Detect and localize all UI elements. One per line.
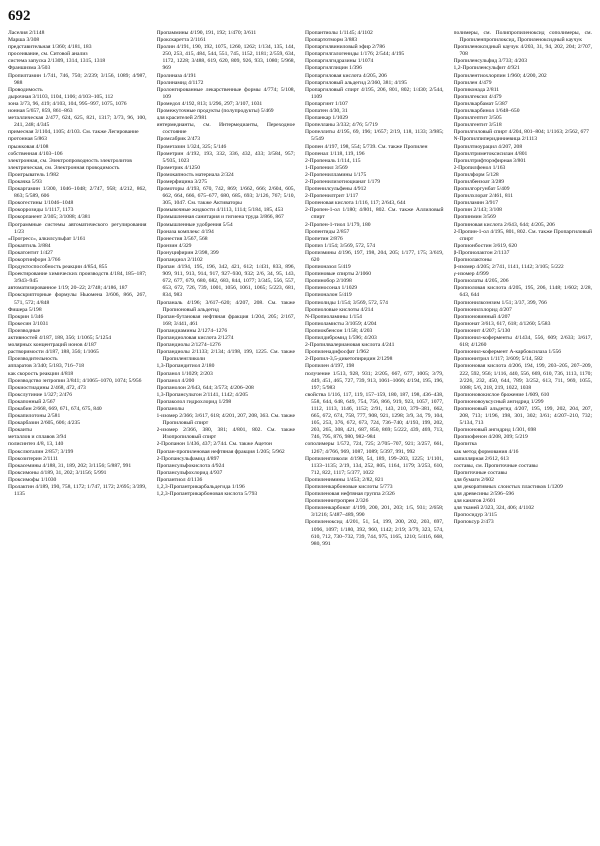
index-entry: Пропинмин 3/569 [453,214,496,221]
index-entry: N-Пропилпиперидиниевица 2/1113 [453,136,538,143]
index-entry: β-изомер 4/205; 2/741, 1141, 1142; 3/105; 5/222 [453,264,564,271]
index-columns [8,30,592,842]
index-entry: Пролонгированные лекарственные формы 4/774; 5/108, 109 [156,86,295,100]
index-entry: Пропиз 1/154; 3/569, 572, 574 [305,242,376,249]
index-entry: для бумаги 2/602 [453,476,494,483]
index-entry: Пропиленнитропрен 2/326 [305,498,369,505]
index-entry: для тканей 2/323, 324, 406; 4/1102 [453,505,534,512]
index-entry: Проназа комплекс 4/194 [156,228,214,235]
index-entry: Пролинамид 4/1172 [156,79,204,86]
index-entry: Пропанолы [156,405,184,412]
index-entry: 1,2-Пропиленсульфит 4/921 [453,65,520,72]
index-entry: Пропоксур 2/473 [453,519,494,526]
index-entry: Пропионовоуксусный ангидрид 1/299 [453,398,544,405]
index-entry: Пропионитрил 1/117; 3/609; 5/14, 582 [453,356,543,363]
index-entry: ионная 5/657, 859, 861–863 [8,108,73,115]
index-entry: Пропионил-кофермент A-карбоксилаза 1/556 [453,349,562,356]
index-entry: Пропан-пропиленовая нефтяная фракция 1/205; 5/962 [156,448,285,455]
index-entry: Промоторы 4/193, 670, 742, 869; 1/662, 666; 2/604, 605, 662, 664, 666, 675–677, 680, 685, 693; 3/126, 767; 5/10, 305, 1047. См. также Активаторы [156,186,295,207]
index-entry: Производство энтропии 3/841; 4/1065–1070, 1074; 5/956 [8,377,142,384]
index-entry: Прокабин 2/668, 669, 671, 674, 675, 840 [8,405,102,412]
index-entry: Пропенал 1/118, 119, 196 [305,150,365,157]
index-entry: Пропилтамин 1/741, 746, 750; 2/239; 3/156, 1089; 4/987, 988 [8,72,147,86]
index-entry: интермедианты, см. Интермедианты, Переходное состояние [156,122,295,136]
index-entry: Промсабрик 2/473 [156,136,201,143]
index-entry: Пропосидур 3/115 [453,512,497,519]
index-entry: N-Пропиоламины 1/154 [305,313,362,320]
index-entry: «Прогресс», алкилсульфат 1/161 [8,235,86,242]
index-entry: составы, см. Пропиточные составы [453,462,538,469]
index-entry: Пропизмины 4/196, 197, 198, 204, 205; 1/177, 175; 3/619, 620 [305,249,444,263]
index-entry: 2-Пропенилламины 1/175 [305,171,367,178]
index-entry: Прокапилотоны 2/581 [8,413,61,420]
index-entry: Пропилхлорат 2/461, 811 [453,193,513,200]
index-entry: Пропилгентит 3/518 [453,122,502,129]
index-entry: Пропин 2/143; 3/108 [453,207,502,214]
index-entry: Промедол 4/192, 813; 1/296, 297; 3/107, 1031 [156,100,263,107]
index-entry: Пропитка [453,441,477,448]
index-entry: свойства 1/116, 117, 119, 157–159, 180, 187, 198, 436–438, 558, 644, 648, 649, 754, 756, 866, 919, 923, 1057, 1077, 1112, 1113, 1146, 1152; 2/91, 143, 210, 379–381, 662, 665, 672, 674, 758, 777, 908, 921, 1298; 3/9, 34, 79, 104, 105, 253, 376, 672, 673, 724, 736–740; 4/193, 199, 202, 203, 265, 308, 421, 687, 850, 869; 5/222, 439, 469, 713, 746, 795, 876, 980, 982–984 [305,391,444,441]
index-entry: Прокаптиль 3/884 [8,242,51,249]
index-entry: Проектирование химических производств 4/184, 185–187; 3/943–945 [8,271,147,285]
index-entry: Производительность [8,356,58,363]
index-entry: полисинтез 4/8, 13, 140 [8,441,64,448]
index-entry: Пропан 4/194, 195, 196, 342, 421, 612; 1/431, 833, 896, 909, 911, 913, 914, 917, 927–930, 932; 2/6, 34, 95, 143, 672, 677, 679, 680, 682, 683, 844, 1077; 3/345, 556, 557, 653, 672, 726, 739, 1001, 1056, 1061, 1065; 5/223, 681, 834, 983 [156,264,295,299]
index-entry: Пропан-бутановая нефтяная фракция 1/204, 205; 2/167, 168; 3/441, 461 [156,313,295,327]
index-entry: Пропанкар 1/1029 [305,115,348,122]
index-entry: Прокесин 3/1031 [8,320,49,327]
index-entry: Пронзин 4/329 [156,242,192,249]
index-entry: сополимеры 1/572, 724, 725; 2/705–707, 921; 3/257, 661, 1267; 4/766, 969, 1087, 1089; 5/397, 991, 992 [305,441,444,455]
index-entry: Промывочные жидкости 4/1113, 1114; 5/184, 185, 453 [156,207,284,214]
index-entry: прыжковая 4/108 [8,143,49,150]
index-entry: Пропилгексил 4/479 [453,93,502,100]
index-entry: Пропиокбенсон 1/158; 4/203 [305,327,373,334]
index-entry: Проводимость [8,86,43,93]
index-entry: Пропиоловая кислота 4/205, 195, 206, 1148; 1/602; 2/28, 643, 644 [453,285,592,299]
index-entry: Пропионилхлорид 4/207 [453,306,512,313]
index-entry: Пропиламин 3/917 [453,200,499,207]
index-entry: 2-изомер 2/366, 380, 381; 4/801, 802. См. также Изопропиловый спирт [156,427,295,441]
index-entry: полимеры, см. Полипропиленоксид сополимеры, см. Пропиленпропилоксид, Пропиленоксидный каучук [453,30,592,44]
index-entry: Прокаргамин 1/300, 1046–1048; 2/747, 958; 4/212, 862, 863; 5/589, 606 [8,186,147,200]
index-entry: Промокапность материала 2/324 [156,171,234,178]
index-entry: Пропиолаты 4/205, 206 [453,278,509,285]
index-entry: Пропиновая кислота 2/643, 644; 4/205, 206 [453,221,555,228]
index-entry: для декоративных слоистых пластиков 1/1209 [453,484,563,490]
index-entry: для древесины 2/596–596 [453,491,515,498]
index-entry: Пропансульфокислота 4/924 [156,462,225,469]
index-entry: Пропилен 4/197, 198 [305,363,355,370]
index-entry: Пропаммины 4/190, 191, 192; 1/470; 3/611 [156,30,257,36]
index-entry: Прокоррозиды 1/1117, 1173 [8,207,74,214]
index-entry: Пропанол 1/1029; 2/203 [156,370,213,377]
index-entry: Пропиточные составы [453,469,507,476]
index-entry: Пропеллиты 4/195, 69, 196; 1/657; 2/19, 118, 1133; 3/985; 5/549 [305,129,444,143]
index-entry: металлическая 2/477, 624, 625, 821, 1317; 3/73, 96, 100, 241, 248; 4/345 [8,115,147,129]
index-entry: Прокачка 5/93 [8,178,42,185]
index-entry: β-Пропиолактон 2/1137 [453,249,510,256]
index-entry: система запуска 2/1309, 1314, 1315, 1318 [8,58,106,65]
index-entry: получение 1/513, 928, 931; 2/205, 667, 677, 1005; 3/79, 449, 451, 465, 727, 739, 913, 1061–1066; 4/194, 195, 196, 197; 5/983 [305,370,444,391]
index-entry: Пропилкарбамат 5/387 [453,100,508,107]
index-entry: Пропен 4/197, 198, 554; 5/739. См. также Пропилен [305,143,428,150]
index-entry: Пропеновая кислота 1/116, 117; 2/643, 644 [305,200,406,207]
index-column-1 [8,30,147,842]
index-entry: 2-Пропин-1-ол 4/195, 801, 802. См. также Пропаргиловый спирт [453,228,592,242]
index-entry: Пропилгиловый спирт 4/204, 801–804; 1/1163; 2/562, 677 [453,129,589,136]
index-entry: Пропионовая кислота 4/206, 194, 199, 203–205, 207–209, 222, 592, 956; 1/116, 440, 556, 669, 610, 736, 1113, 1170; 2/226, 232, 450, 644, 789; 3/252, 613, 711, 969, 1055, 1088; 5/6, 218, 219, 1022, 1038 [453,363,592,391]
index-entry: Пропинобор 2/1098 [305,278,352,285]
index-entry: 1-Пропенил 3/569 [305,164,348,171]
index-entry: 2-Пропанон 1/436, 437; 2/744. См. также Ацетон [156,441,273,448]
index-entry: Пропанол 4/200 [156,377,195,384]
index-entry: Прокасемины 4/188, 31, 189, 202; 3/1156; 5/887, 991 [8,462,132,469]
index-entry: γ-изомер 4/999 [453,271,489,278]
index-entry: Пропиносонал 1/1029 [305,285,358,292]
index-entry: Пропилкарбинол 1/648–650 [453,108,520,115]
index-entry: Пропиленкарбоновые кислоты 5/773 [305,484,393,490]
index-entry: Пропантиол 4/1136 [156,476,203,483]
index-entry: Пролин 4/191, 190, 192, 1075, 1260, 1262; 1/134, 135, 144, 250, 253, 415, 484, 544, 551, 745, 1152, 1181; 2/559, 634, 1172, 1228; 3/488, 619, 620, 809, 926, 933, 1080; 5/968, 969 [156,44,295,72]
index-entry: металлов и сплавов 3/94 [8,434,67,441]
index-entry: Пропантиолы 1/1145; 4/1102 [305,30,373,36]
index-entry: Пропаргиловая кислота 4/205, 206 [305,72,387,79]
index-entry: растворимости 4/187, 188, 356; 1/1065 [8,349,99,356]
index-entry: 2-Пропен-1-тиол 1/179, 180 [305,221,371,228]
index-entry: Пропиолиды 1/154; 3/569, 572, 574 [305,299,388,306]
index-entry: Пропиленгликоли 4/198, 54, 189, 199–203, 1225; 1/1101, 1133–1135; 2/19, 134, 252, 805, 1164, 1179; 3/253, 610, 712, 822, 1117; 5/377, 1022 [305,455,444,476]
index-entry: 2-Пропансульфамид 4/897 [156,455,220,462]
index-entry: Прокорпанент 2/305; 3/1088; 4/381 [8,214,91,221]
index-entry: для красителей 2/981 [156,115,207,122]
index-entry: Пропансульфохлорид 4/937 [156,469,223,476]
index-column-3 [305,30,444,842]
index-entry: Прометрин 4/192, 193, 332, 336, 432, 433; 3/584, 957; 5/935, 1023 [156,150,295,164]
index-entry: Прокапонный 2/567 [8,398,56,405]
index-entry: Пропиленсульфид 3/733; 4/203 [453,58,527,65]
index-entry: Прокортинфорн 3/766 [8,257,61,263]
index-entry: Пропаколол гидрохлорид 1/298 [156,398,232,405]
index-entry: Прометазин 1/324, 325; 5/146 [156,143,227,150]
index-entry: Пропилгоргунбат 5/409 [453,186,510,193]
page-number: 692 [8,8,31,24]
index-entry: Пропиоловые кислоты 4/214 [305,306,374,313]
index-entry: Пропаргиловый спирт 4/195, 206, 801, 802; 1/430; 2/544, 1109 [305,86,444,100]
index-entry: протонная 5/863 [8,136,47,143]
index-entry: просеивание, см. Ситовой анализ [8,51,88,58]
index-entry: Пропионит 4/207; 5/130 [453,327,511,334]
index-entry: Пропиновые спирты 2/1060 [305,271,372,278]
index-entry: Промышленная санитария и гигиена труда 3/866, 867 [156,214,284,221]
index-entry: Пропаргилвиниловый эфир 2/786 [305,44,385,51]
index-entry: как скорость реакции 4/818 [8,370,74,377]
index-entry: Прокогестины 1/1046–1048 [8,200,74,207]
index-entry: Проксимоны 4/189, 31, 202; 3/1156; 5/991 [8,469,107,476]
index-entry: активностей 4/187, 188, 356; 1/1065; 5/1254 [8,335,112,342]
index-entry: аппаратов 3/340; 5/183, 716–718 [8,363,85,370]
index-entry: Пропионбостин 3/619, 620 [453,242,517,249]
index-entry: Прокскаретта 2/1161 [156,37,206,44]
index-entry: Пропаргинт 1/107 [305,100,348,107]
index-entry: Прокатонтит 1/427 [8,249,53,256]
index-entry: Пропилбензоат 3/289 [453,178,505,185]
index-entry: Пропионовинный 4/207 [453,313,511,320]
index-entry: как метод формования 4/16 [453,448,519,455]
index-entry: Промежуточные продукты (полупродукты) 5/469 [156,108,274,115]
index-entry: Ласелия 2/1148 [8,30,45,36]
index-entry: Пропиленовая нефтяная группа 2/326 [305,491,395,498]
index-entry: Пропиленоксидный каучук 4/203, 31, 94, 202, 204; 2/707, 708 [453,44,592,58]
index-entry: для канатов 2/601 [453,498,496,505]
index-entry: Программные системы автоматического регулирования 1/23 [8,221,147,235]
index-entry: Пропионил-коферменты 4/1434, 556, 609; 2/633; 3/617, 618; 4/1260 [453,335,592,349]
index-entry: Пропиленимины 1/453; 2/82, 821 [305,476,384,483]
index-entry: Пропиконада 2/811 [453,86,500,93]
index-entry: Пропиофенон 4/208, 209; 5/219 [453,434,528,441]
index-entry: электрическая, см. Электронная проводимость [8,164,120,171]
index-entry: Марша 3/308 [8,37,40,44]
index-entry: 1,3-Пропансультон 2/1141, 1142; 4/205 [156,391,248,398]
index-entry: Пропелланы 3/332; 4/76; 5/719 [305,122,378,129]
index-entry: Пропионовый альдегид 4/207, 195, 199, 202, 204, 207, 208, 713; 1/196, 198, 301, 302; 3/61; 4/207–210, 732; 5/134, 713 [453,405,592,427]
index-entry: Пронуцифирин 2/398, 399 [156,249,219,256]
index-entry: 2-Пропеналь 1/114, 115 [305,157,361,164]
index-entry: 1,3-Пропандитиол 2/180 [156,363,215,370]
index-entry: Пропилдибромид 1/596; 4/203 [305,335,377,342]
index-entry: Пропилтиоурацил 4/207, 208 [453,143,523,150]
index-entry: Пропиоламисты 3/1059; 4/204 [305,320,377,327]
index-entry: Пропиолактоны [453,257,492,263]
index-entry: 2-Пропенилтрит 1/117 [305,193,359,200]
index-entry: Франшизма 3/503 [8,65,51,72]
index-entry: Промерфицина 3/275 [156,178,208,185]
index-entry: Проигрыватель 1/982 [8,171,59,178]
index-entry: Пропенилсульфены 4/912 [305,186,367,193]
index-entry: 1-изомер 2/366; 3/617, 618; 4/201, 207, 208, 363. См. также Пропиловый спирт [156,413,295,427]
index-entry: Пропартотморм 3/883 [305,37,358,44]
index-entry: Пронестия 3/567, 568 [156,235,208,242]
index-entry: молярных концентраций ионов 4/187 [8,342,97,349]
index-entry: Пропионилкоэнзим 1/51; 3/37, 399, 766 [453,299,547,306]
index-entry: Продуктоспособность реакции 4/854, 855 [8,264,108,271]
index-entry: Пропандиолы 2/1274–1276 [156,342,221,349]
index-entry: Прокскрипторные формулы Ньюмена 3/606, 866, 267, 571, 572; 4/848 [8,292,147,306]
index-entry: Пропилтрифторэфирная 3/801 [453,157,526,164]
index-entry: Пропаргилглицин 1/396 [305,65,362,72]
index-entry: Пропаргиловый альдегид 2/360, 381; 4/195 [305,79,407,86]
index-entry: Пропаргилгидразины 1/1074 [305,58,374,65]
index-entry: Прокслюталин 2/857; 3/199 [8,448,74,455]
index-entry: 1,2,3-Пропантрикарбальдегида 1/196 [156,484,245,490]
index-entry: Пропанолон 2/643, 644; 3/573; 4/206–208 [156,384,254,391]
index-entry: Пропилгептит 3/505 [453,115,502,122]
index-entry: 2-Пропил-3,5-дикетопиридин 2/1298 [305,356,393,363]
index-entry: собственная 4/103–106 [8,150,63,157]
index-entry: Пролиназа 4/191 [156,72,197,79]
index-entry: Пропентиды 2/857 [305,228,350,235]
index-entry: Прометрик 4/1250 [156,164,201,171]
index-entry: Пропандиамины 2/1274–1276 [156,327,228,334]
index-entry: 2-Пропилвалериановая кислота 4/241 [305,342,395,349]
index-entry: дырочная 3/1103, 1104, 1106; 4/103–105, 112 [8,93,114,100]
index-entry: капиллярная 2/612, 613 [453,455,509,462]
index-entry: Пропионовый ангидрид 1/301, 698 [453,427,537,434]
index-entry: Пропандиолы 2/1133; 2/134; 4/198, 199, 1225. См. также Пропиленгликоли [156,349,295,363]
index-entry: Проксимофы 1/1030 [8,476,57,483]
index-entry: Пропетин 2/876 [305,235,343,242]
index-entry: Пролактин 4/189, 190, 758, 1172; 1/747, 1172; 2/695; 3/399, 1135 [8,484,147,498]
index-entry: Пропионалон 5/419 [305,292,352,299]
index-entry: Пропаргилгалогениды 1/176; 2/544; 4/195 [305,51,405,58]
index-entry: Прокрин 1/346 [8,313,44,320]
index-entry: Пропатен 4/30, 31 [305,108,348,115]
index-entry: Фишера 5/198 [8,306,42,313]
index-entry: Пропионовокислое брожение 1/609, 610 [453,391,550,398]
index-entry: Пропандиоловая кислота 2/1274 [156,335,234,342]
index-entry: Прокарбазин 2/605, 606; 4/235 [8,420,81,427]
index-entry: Пропиленкарбонат 4/199, 200, 201, 203; 1/5, 931; 2/658; 3/1216; 5/487–489, 990 [305,505,444,519]
index-entry: Прокиостиадины 2/468, 472, 473 [8,384,86,391]
index-entry: Пропиленоксид 4/201, 51, 54, 199, 200, 202, 203, 697, 1096, 1097; 1/180, 392, 960, 1142; 2/19; 3/79, 323, 574, 610, 712, 730–732, 739, 744, 975, 1165, 1210; 5/416, 668, 980, 991 [305,519,444,547]
index-entry: Прокозитерин 2/1111 [8,455,59,462]
index-column-4 [454,30,593,842]
index-entry: автоматизированное 1/19; 20–22; 2/748; 4/186, 187 [8,285,128,292]
index-entry: 2-Пропилфенол 1/163 [453,164,506,171]
index-entry: Пропандиол 2/1102 [156,257,203,263]
index-entry: Пропионат 3/613, 617, 618; 4/1260; 5/583 [453,320,551,327]
index-entry: 2-Пропен-1-ол 1/180; 4/801, 802. См. также Аллиловый спирт [305,207,444,221]
index-entry: Прокаиты [8,427,32,434]
index-entry: зона 3/73, 96, 419; 4/103, 104, 995–997, 1075, 1076 [8,100,127,107]
index-entry: примесная 3/1104, 1105; 4/103. См. также Легирование [8,129,139,136]
index-entry: Промышленные удобрения 5/54 [156,221,233,228]
index-entry: Пропилентиохлорпин 1/960; 4/200, 202 [453,72,547,79]
index-entry: 2-Пропенилизотиоцианат 1/179 [305,178,381,185]
index-entry: Пропионазол 5/419 [305,264,351,271]
index-entry: Пропаналь 4/196; 3/617–620; 4/207, 208. См. также Пропионовый альдегид [156,299,295,313]
index-entry: Пропилформ 5/128 [453,171,499,178]
index-entry: электронная, см. Электропроводность электролитов [8,157,132,164]
index-column-2 [157,30,296,842]
index-entry: Пропиленадифосфат 1/962 [305,349,369,356]
index-entry: Пропилтриметоксисилан 4/801 [453,150,528,157]
index-entry: Прокслутиние 1/327; 2/476 [8,391,73,398]
index-entry: Производные [8,327,41,334]
index-entry: представительная 1/360; 4/181, 183 [8,44,92,51]
index-entry: 1,2,3-Пропантрикарбоновая кислота 5/793 [156,491,258,498]
index-entry: Пропилен 4/479 [453,79,492,86]
